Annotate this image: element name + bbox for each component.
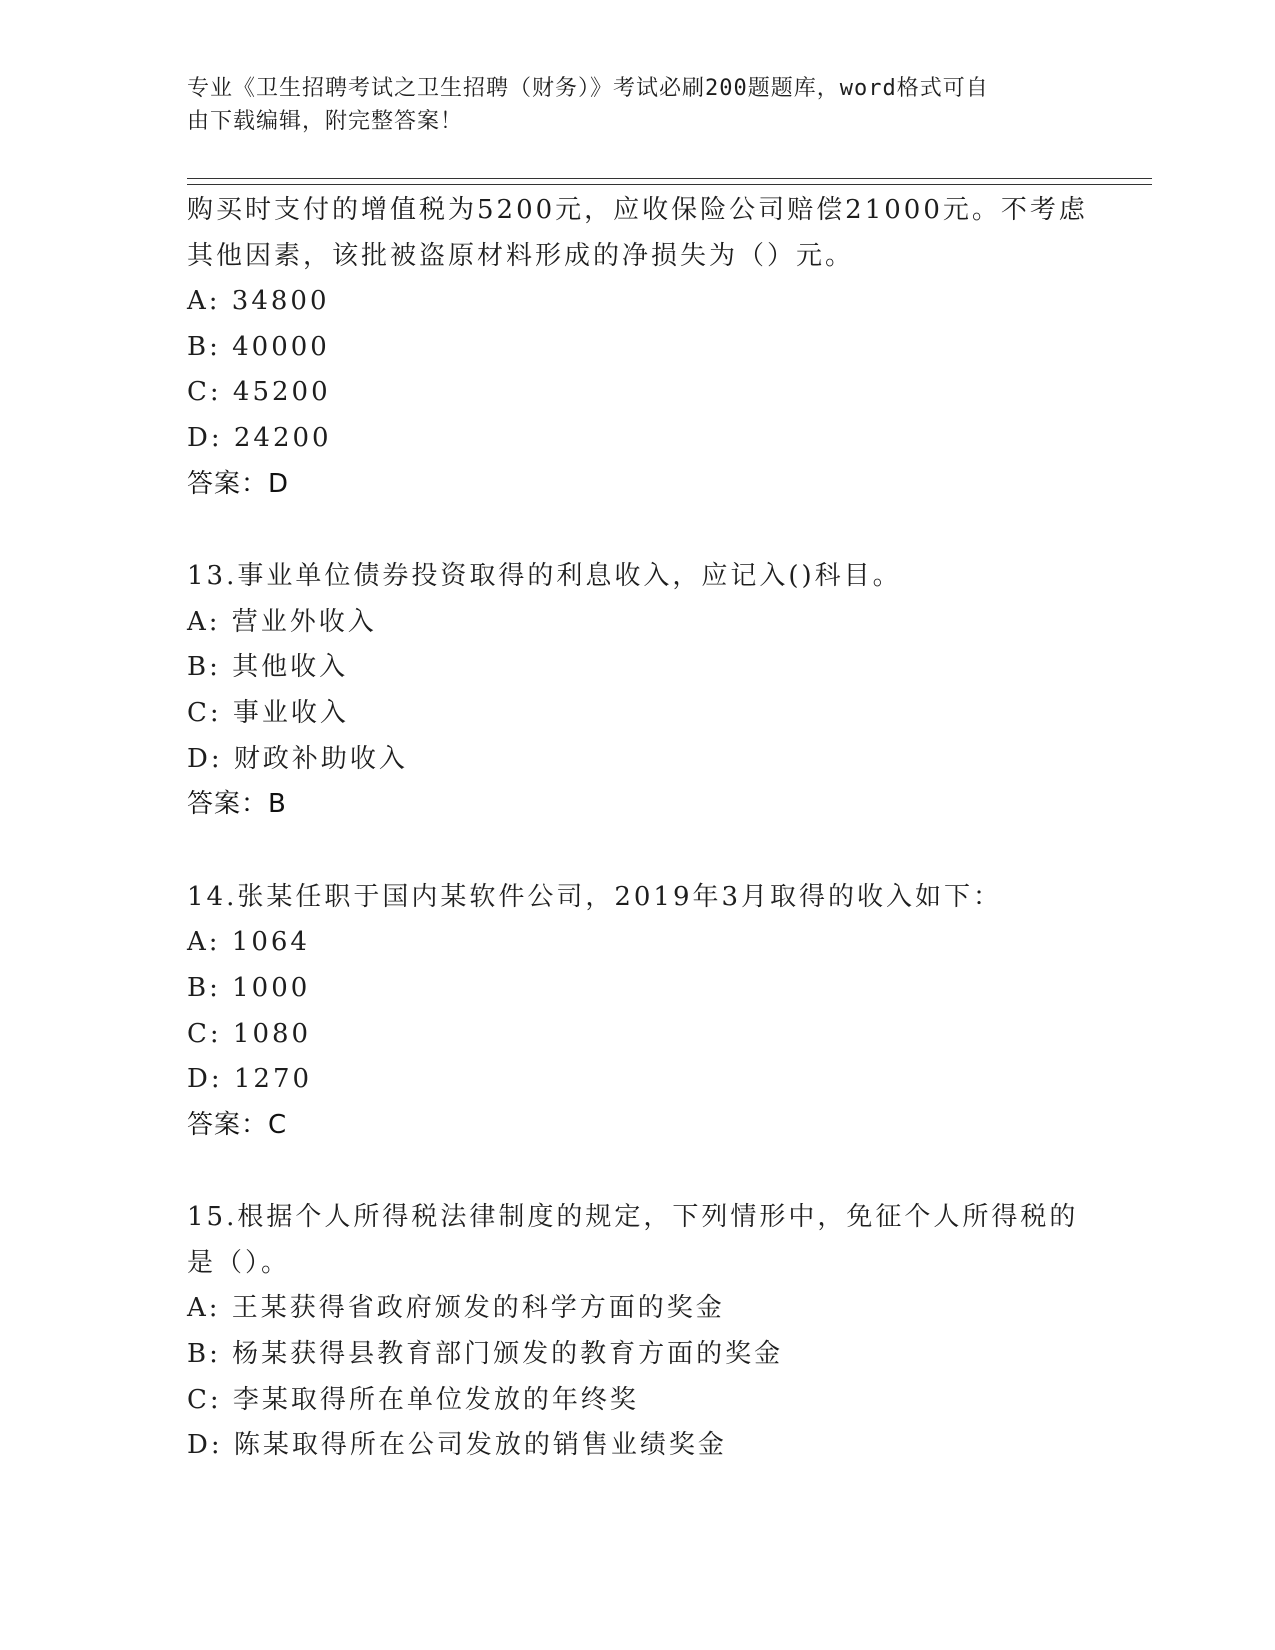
question-block-15	[187, 1195, 1087, 1469]
header-divider-bottom	[187, 184, 1152, 185]
option-d: D: 1270	[187, 1064, 313, 1095]
answer-line: 答案：D	[187, 468, 290, 499]
option-c: C: 李某取得所在单位发放的年终奖	[187, 1384, 639, 1415]
option-a: A: 1064	[187, 927, 310, 958]
option-b: B: 杨某获得县教育部门颁发的教育方面的奖金	[187, 1339, 784, 1370]
question-list	[187, 188, 1087, 1469]
header-divider-top	[187, 178, 1152, 179]
header-line-2: 由下载编辑，附完整答案！	[187, 109, 464, 134]
option-d: D: 财政补助收入	[187, 743, 408, 774]
option-b: B: 其他收入	[187, 652, 349, 683]
spacer	[187, 828, 1087, 875]
question-text-line: 是（）。	[187, 1247, 291, 1278]
answer-line: 答案：C	[187, 1109, 288, 1140]
question-text-line: 15.根据个人所得税法律制度的规定，下列情形中，免征个人所得税的	[187, 1202, 1079, 1233]
option-d: D: 陈某取得所在公司发放的销售业绩奖金	[187, 1430, 727, 1461]
question-block-14	[187, 875, 1087, 1149]
option-d: D: 24200	[187, 422, 332, 453]
option-a: A: 34800	[187, 286, 330, 317]
question-block-13	[187, 554, 1087, 828]
question-text-line: 购买时支付的增值税为5200元，应收保险公司赔偿21000元。不考虑	[187, 195, 1088, 225]
option-a: A: 王某获得省政府颁发的科学方面的奖金	[187, 1293, 725, 1324]
option-c: C: 1080	[187, 1018, 312, 1049]
document-header	[187, 72, 1067, 138]
question-text-line: 13.事业单位债券投资取得的利息收入，应记入()科目。	[187, 561, 902, 592]
question-text-line: 14.张某任职于国内某软件公司，2019年3月取得的收入如下：	[187, 881, 1003, 912]
option-b: B: 40000	[187, 331, 330, 362]
option-c: C: 45200	[187, 377, 331, 408]
question-block-12	[187, 188, 1087, 507]
header-line-1: 专业《卫生招聘考试之卫生招聘（财务）》考试必刷200题题库，word格式可自	[187, 76, 989, 101]
option-b: B: 1000	[187, 972, 311, 1003]
question-text-line: 其他因素，该批被盗原材料形成的净损失为（）元。	[187, 240, 855, 271]
answer-line: 答案：B	[187, 789, 287, 820]
spacer	[187, 1148, 1087, 1195]
option-a: A: 营业外收入	[187, 606, 377, 637]
spacer	[187, 507, 1087, 554]
option-c: C: 事业收入	[187, 697, 349, 728]
